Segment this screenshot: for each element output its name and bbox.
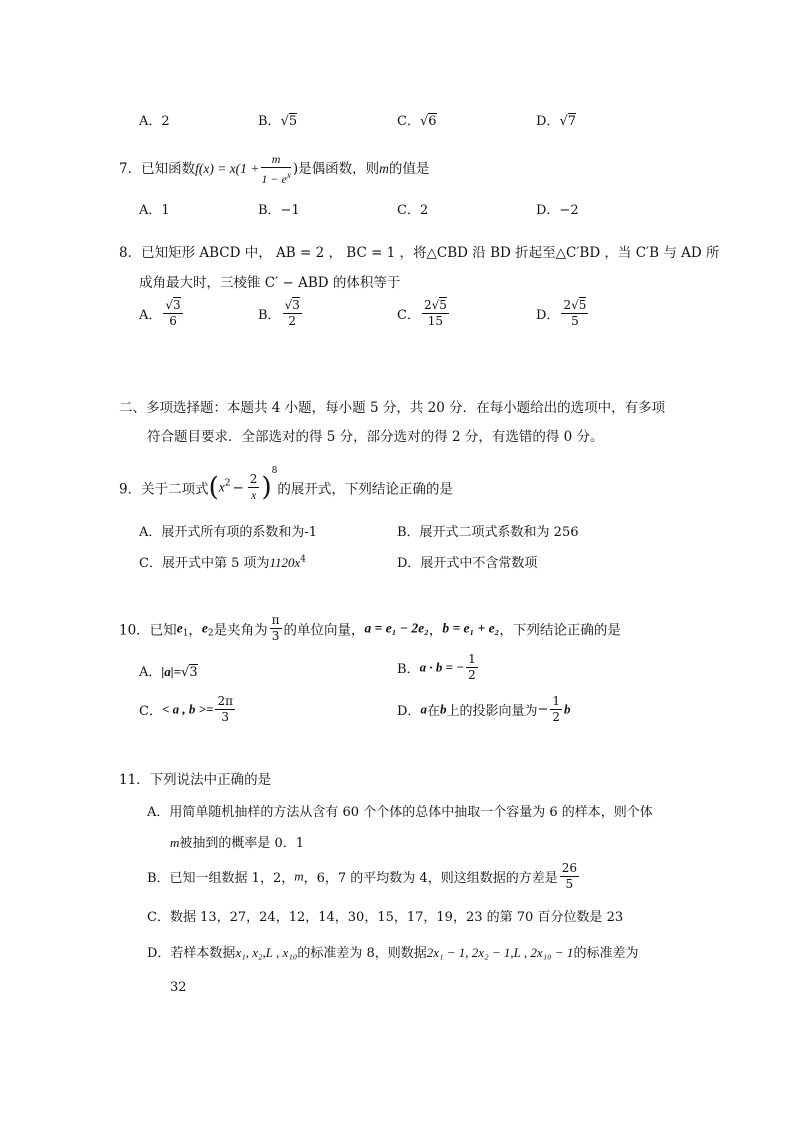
- option-letter: D．: [536, 308, 560, 323]
- fraction-den: 3: [221, 710, 230, 724]
- q11-option-a-line2: [170, 832, 304, 851]
- fraction-den: 5: [571, 314, 579, 328]
- sqrt-icon: √: [280, 114, 289, 129]
- fraction: [466, 652, 478, 683]
- q9-option-c: [139, 552, 306, 571]
- coefficient: 2: [563, 298, 572, 312]
- question-number: 7．: [119, 161, 142, 177]
- fraction-num: 2π: [217, 694, 233, 708]
- q7-stem: [119, 152, 429, 187]
- fraction: [561, 298, 588, 329]
- option-letter: D．: [536, 114, 560, 129]
- option-letter: B．: [258, 114, 281, 129]
- q6-option-a: [139, 110, 170, 129]
- math-expr: 2x₁ − 1, 2x₂ − 1,L , 2x₁₀ − 1: [426, 945, 574, 960]
- stem-text: 9．关于二项式: [119, 481, 209, 498]
- fraction-den: 6: [169, 314, 177, 328]
- fraction-num: π: [271, 613, 280, 627]
- stem-text: 的单位向量，: [283, 622, 365, 639]
- q11-option-a-line1: A．用简单随机抽样的方法从含有 60 个个体的总体中抽取一个容量为 6 的样本，则个体: [147, 805, 653, 820]
- operator: −: [232, 479, 244, 496]
- q8-stem-line1: 8．已知矩形 ABCD 中， AB = 2 ， BC = 1 ，将△CBD 沿 BD 折起至△C′BD ，当 C′B 与 AD 所: [119, 245, 720, 261]
- q8-stem-line2: 成角最大时，三棱锥 C′ − ABD 的体积等于: [139, 275, 401, 291]
- fraction-num: 26: [561, 861, 577, 875]
- stem-text: ，下列结论正确的是: [499, 622, 621, 639]
- function-expr: f(x) = x(1 +: [195, 161, 260, 176]
- fraction: [560, 861, 579, 892]
- math-expr: 1120x: [269, 555, 301, 570]
- sqrt-icon: √: [284, 298, 293, 312]
- option-letter: A．: [139, 308, 162, 323]
- fraction-den: 2: [552, 710, 561, 724]
- fraction-den: 15: [427, 314, 444, 328]
- radicand: 7: [567, 114, 577, 129]
- fraction-num: m: [261, 152, 290, 168]
- q10-option-b: [397, 652, 480, 683]
- q7-option-a: A．1: [139, 203, 170, 218]
- option-text: B．已知一组数据 1，2，: [147, 871, 295, 886]
- vector-eq: a = e₁ − 2e₂: [364, 620, 429, 636]
- q11-option-b: [147, 861, 581, 892]
- sqrt-icon: √: [559, 114, 568, 129]
- q9-option-d: D．展开式中不含常数项: [397, 556, 538, 571]
- q8-option-b: [258, 298, 304, 329]
- fraction: [550, 694, 562, 725]
- fraction: [261, 152, 290, 187]
- variable: m: [294, 868, 304, 884]
- q6-option-d: [536, 110, 576, 129]
- sqrt-icon: √: [419, 114, 429, 129]
- math-expr: x₁, x₂,L , x₁₀: [235, 945, 298, 960]
- stem-text: 已知函数: [141, 161, 196, 177]
- option-text: ，6，7 的平均数为 4，则这组数据的方差是: [303, 871, 558, 886]
- fraction-den: 2: [468, 668, 476, 682]
- fraction-num: 1: [468, 652, 476, 666]
- radicand: 6: [428, 114, 437, 129]
- q10-option-a: [139, 661, 198, 680]
- fraction-den: 2: [288, 314, 297, 328]
- option-text: 被抽到的概率是 0．1: [179, 836, 305, 851]
- vector: b: [439, 701, 447, 717]
- radicand: 3: [189, 665, 198, 680]
- coefficient: 2: [423, 298, 432, 312]
- radicand: 3: [292, 298, 300, 312]
- vector-eq: b = e₁ + e₂: [442, 620, 500, 636]
- stem-text: 的展开式，下列结论正确的是: [277, 481, 453, 498]
- right-paren: ): [261, 472, 272, 503]
- fraction: [215, 694, 235, 725]
- q6-option-b: [258, 110, 297, 129]
- stem-text: 是夹角为: [213, 622, 268, 639]
- exponent: 4: [300, 554, 307, 565]
- option-text: D．若样本数据: [147, 946, 236, 961]
- variable: x: [218, 479, 225, 495]
- vector: e: [201, 620, 208, 636]
- option-letter: C．: [139, 704, 162, 719]
- fraction: [248, 472, 260, 503]
- fraction: [270, 613, 282, 644]
- q10-stem: [119, 613, 621, 644]
- option-letter: B．: [397, 662, 420, 677]
- q8-option-d: [536, 298, 590, 329]
- q11-option-d-line1: [147, 942, 638, 961]
- q7-option-d: D．−2: [536, 203, 579, 218]
- q6-option-c: [397, 110, 437, 129]
- option-letter: C．: [397, 308, 420, 323]
- variable: m: [170, 835, 180, 850]
- option-letter: A．: [139, 665, 162, 680]
- q11-option-d-line2: 32: [170, 980, 187, 995]
- subscript: 1: [182, 628, 189, 639]
- vector: a: [420, 701, 427, 717]
- vector: e: [176, 620, 183, 636]
- option-letter: A．: [139, 114, 162, 129]
- fraction: [283, 298, 302, 329]
- radicand: 3: [173, 298, 181, 312]
- option-value: 2: [161, 114, 170, 129]
- sqrt-icon: √: [181, 665, 190, 680]
- option-text: 的标准差为 8，则数据: [297, 946, 427, 961]
- option-text: C．展开式中第 5 项为: [139, 556, 270, 571]
- q7-option-b: B．−1: [258, 203, 300, 218]
- section2-heading-line1: 二、多项选择题：本题共 4 小题，每小题 5 分，共 20 分．在每小题给出的选项中，有多项: [119, 400, 666, 416]
- option-text: 上的投影向量为: [446, 704, 538, 719]
- q10-option-c: [139, 694, 237, 725]
- q11-stem: 11．下列说法中正确的是: [119, 772, 272, 788]
- q10-option-d: [397, 694, 571, 725]
- q9-stem: [119, 466, 453, 503]
- variable: m: [379, 161, 389, 176]
- operator: −: [537, 702, 549, 717]
- fraction-den: 5: [565, 877, 574, 891]
- radicand: 5: [288, 114, 298, 129]
- q9-option-b: B．展开式二项式系数和为 256: [397, 525, 579, 540]
- exponent: x: [286, 170, 291, 180]
- punct: ，: [188, 622, 202, 639]
- fraction-num: 1: [552, 694, 561, 708]
- option-letter: C．: [397, 114, 420, 129]
- q11-option-c: C．数据 13，27，24，12，14，30，15，17，19，23 的第 70 百分位数是 23: [147, 910, 624, 925]
- option-letter: B．: [258, 308, 281, 323]
- fraction: [163, 298, 182, 329]
- sqrt-icon: √: [571, 298, 579, 312]
- exponent: 8: [271, 466, 278, 476]
- fraction-den: 3: [271, 629, 280, 643]
- exponent: 2: [224, 478, 231, 489]
- radicand: 5: [439, 298, 447, 312]
- sqrt-icon: √: [165, 298, 174, 312]
- subscript: 2: [207, 628, 214, 639]
- option-text: 的标准差为: [573, 946, 639, 961]
- q8-option-a: [139, 298, 185, 329]
- fraction-den: x: [250, 488, 257, 502]
- option-letter: D．: [397, 704, 421, 719]
- q8-option-c: [397, 298, 451, 329]
- fraction: [422, 298, 449, 329]
- stem-text: 10．已知: [119, 622, 177, 639]
- section2-heading-line2: 符合题目要求．全部选对的得 5 分，部分选对的得 2 分，有选错的得 0 分。: [147, 429, 604, 445]
- left-paren: (: [208, 472, 219, 503]
- punct: ，: [428, 622, 443, 639]
- math-expr: < a , b >=: [161, 701, 214, 717]
- stem-text: 是偶函数，则: [298, 161, 380, 177]
- stem-text: 的值是: [388, 161, 430, 177]
- q7-option-c: C．2: [397, 203, 429, 218]
- option-text: 在: [426, 704, 440, 719]
- math-expr: a · b = −: [419, 659, 465, 675]
- vector: b: [564, 701, 571, 717]
- radicand: 5: [578, 298, 587, 312]
- math-expr: |a|=: [161, 664, 182, 679]
- paren: ): [292, 161, 299, 177]
- fraction-den: 1 − e: [261, 172, 287, 186]
- q9-option-a: A．展开式所有项的系数和为-1: [139, 525, 318, 540]
- sqrt-icon: √: [431, 298, 440, 312]
- fraction-num: 2: [249, 472, 258, 486]
